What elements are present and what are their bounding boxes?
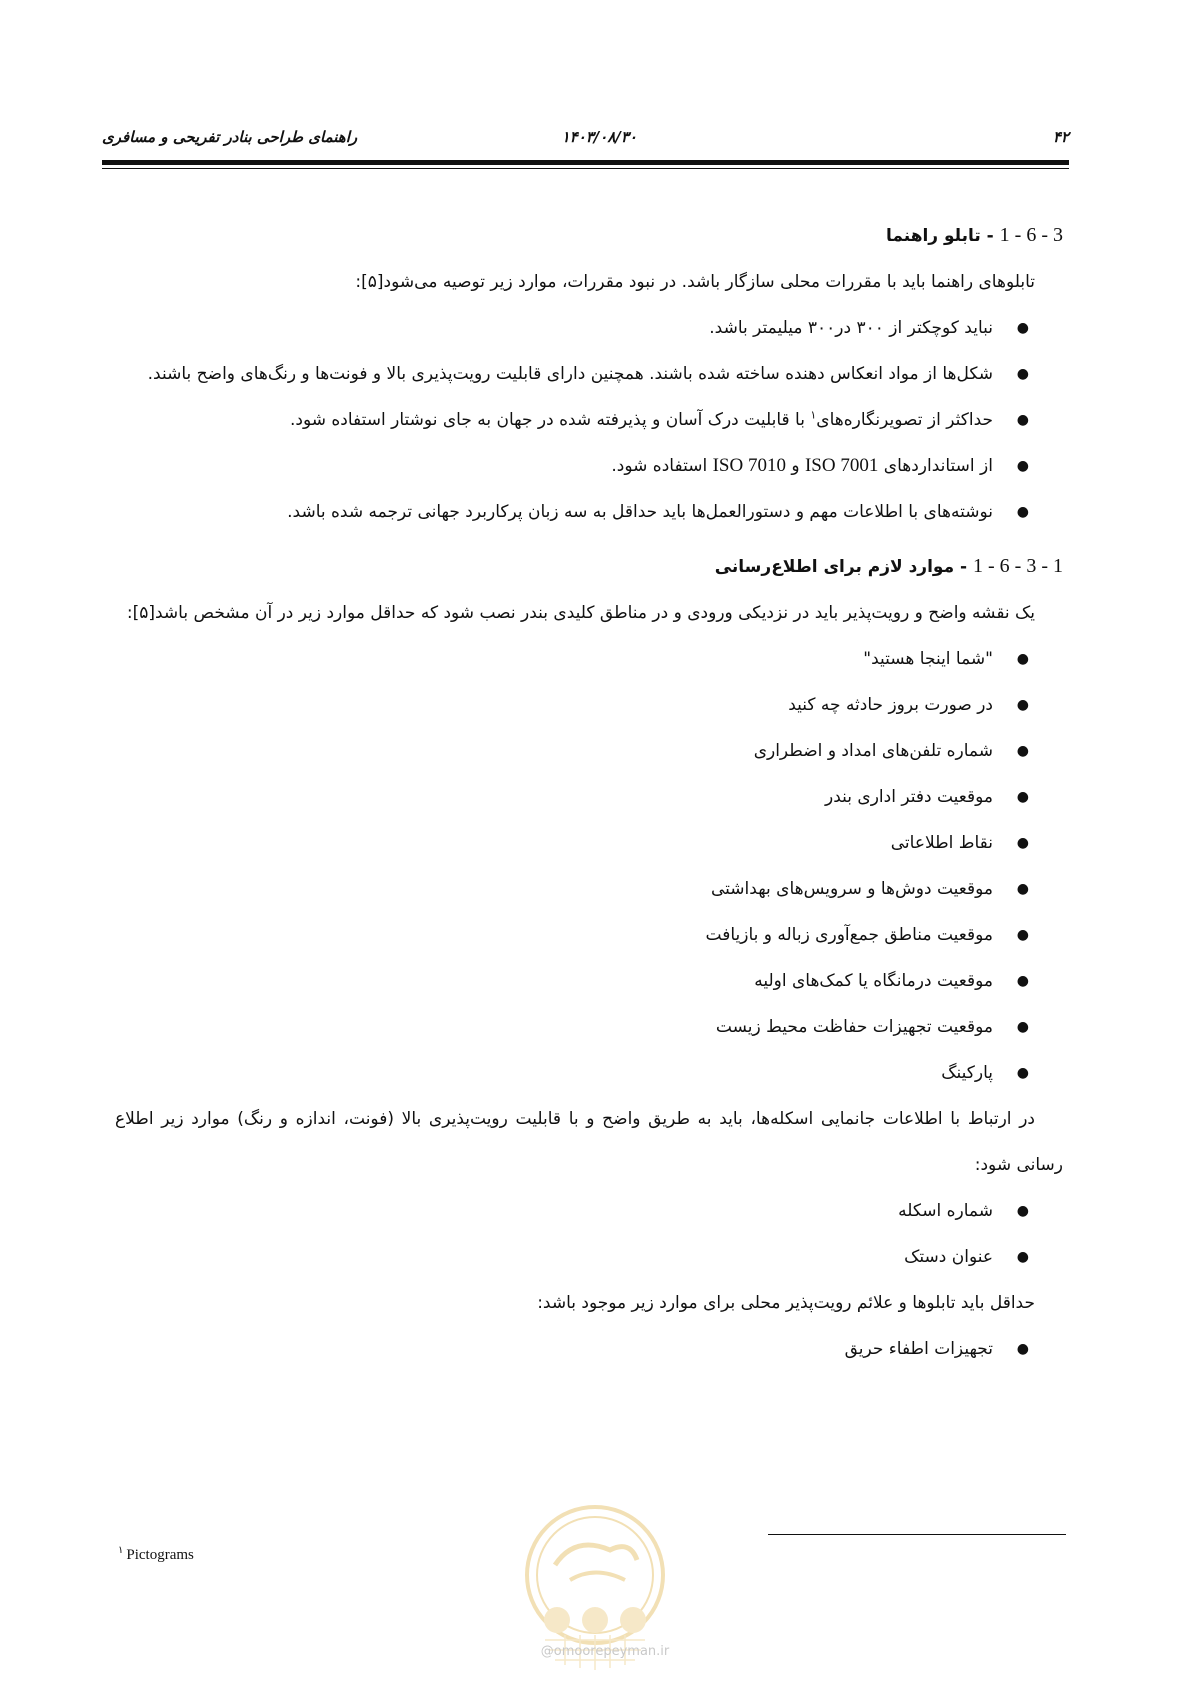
list-item: ● موقعیت درمانگاه یا کمک‌های اولیه [115,958,993,1004]
footnote-reference[interactable]: ۱ [810,408,817,422]
running-header [102,128,1069,164]
bullet-icon: ● [1016,1249,1029,1265]
list-item: ● در صورت بروز حادثه چه کنید [115,682,993,728]
footnote [118,1545,194,1564]
section-number-separator: - [954,557,974,577]
section-heading-signboard [115,212,1063,259]
map-items-list [115,636,1063,1096]
bullet-icon: ● [1016,458,1029,474]
bullet-icon: ● [1016,973,1029,989]
section-intro: تابلوهای راهنما باید با مقررات محلی سازگار باشد. در نبود مقررات، موارد زیر توصیه می‌شود[۵]: [355,272,1035,292]
header-date: ۱۴۰۳/۰۸/۳۰ [561,128,637,146]
section-number: 1 - 6 - 3 [999,224,1063,246]
bullet-icon: ● [1016,1341,1029,1357]
page-number: ۴۲ [1052,128,1069,146]
bullet-icon: ● [1016,881,1029,897]
section-number: 1 - 6 - 3 - 1 [973,555,1063,577]
footnote-mark: ۱ [118,1545,124,1556]
list-item: ● نوشته‌های با اطلاعات مهم و دستورالعمل‌ها باید حداقل به سه زبان پرکاربرد جهانی ترجمه شده باشد. [115,489,993,535]
bullet-icon: ● [1016,1065,1029,1081]
bullet-icon: ● [1016,320,1029,336]
bullet-icon: ● [1016,743,1029,759]
berth-items-list [115,1188,1063,1280]
header-rule-thick [102,160,1069,165]
list-item: ● موقعیت دوش‌ها و سرویس‌های بهداشتی [115,866,993,912]
signboard-requirements-list [115,305,1063,535]
bullet-icon: ● [1016,1203,1029,1219]
list-item: ● از استانداردهای ISO 7001 و ISO 7010 استفاده شود. [115,443,993,489]
bullet-icon: ● [1016,697,1029,713]
header-title: راهنمای طراحی بنادر تفریحی و مسافری [102,128,358,146]
section-number-separator: - [980,226,1000,246]
list-item: ● عنوان دستک [115,1234,993,1280]
section-title: تابلو راهنما [885,226,981,246]
list-item: ● موقعیت مناطق جمع‌آوری زباله و بازیافت [115,912,993,958]
list-item: ● شکل‌ها از مواد انعکاس دهنده ساخته شده باشند. همچنین دارای قابلیت رویت‌پذیری بالا و فونت‌ها و رنگ‌های واضح باشند. [115,351,993,397]
bullet-icon: ● [1016,835,1029,851]
section-intro: یک نقشه واضح و رویت‌پذیر باید در نزدیکی ورودی و در مناطق کلیدی بندر نصب شود که حداقل موارد زیر در آن مشخص باشد[۵]: [126,603,1035,623]
list-item: ● حداکثر از تصویرنگاره‌های$^۱$ با قابلیت درک آسان و پذیرفته شده در جهان به جای نوشتار استفاده شود. [115,397,993,443]
bullet-icon: ● [1016,412,1029,428]
local-signs-paragraph: حداقل باید تابلوها و علائم رویت‌پذیر محلی برای موارد زیر موجود باشد: [537,1293,1035,1313]
list-item: ● "شما اینجا هستید" [115,636,993,682]
list-item: ● نقاط اطلاعاتی [115,820,993,866]
list-item: ● شماره تلفن‌های امداد و اضطراری [115,728,993,774]
list-item: ● نباید کوچکتر از ۳۰۰ در۳۰۰ میلیمتر باشد. [115,305,993,351]
list-item: ● شماره اسکله [115,1188,993,1234]
bullet-icon: ● [1016,927,1029,943]
section-title: موارد لازم برای اطلاع‌رسانی [714,557,955,577]
watermark-url: @omoorepeyman.ir [540,1644,670,1659]
berth-info-paragraph: در ارتباط با اطلاعات جانمایی اسکله‌ها، باید به طریق واضح و با قابلیت رویت‌پذیری بالا (فونت، اندازه و رنگ) موارد زیر اطلاع رسانی شود: [115,1109,1063,1175]
list-item: ● موقعیت دفتر اداری بندر [115,774,993,820]
list-item: ● تجهیزات اطفاء حریق [115,1326,993,1372]
footnote-text: Pictograms [126,1547,194,1563]
section-heading-information-items [115,543,1063,590]
header-rule-thin [102,168,1069,169]
bullet-icon: ● [1016,366,1029,382]
bullet-icon: ● [1016,1019,1029,1035]
bullet-icon: ● [1016,789,1029,805]
list-item: ● موقعیت تجهیزات حفاظت محیط زیست [115,1004,993,1050]
iso-standard: ISO 7010 [712,455,786,476]
bullet-icon: ● [1016,504,1029,520]
bullet-icon: ● [1016,651,1029,667]
local-signs-list [115,1326,1063,1372]
watermark-logo-icon [515,1480,675,1695]
iso-standard: ISO 7001 [804,455,879,476]
page-body [115,212,1063,1372]
footnote-rule [768,1534,1066,1535]
list-item: ● پارکینگ [115,1050,993,1096]
